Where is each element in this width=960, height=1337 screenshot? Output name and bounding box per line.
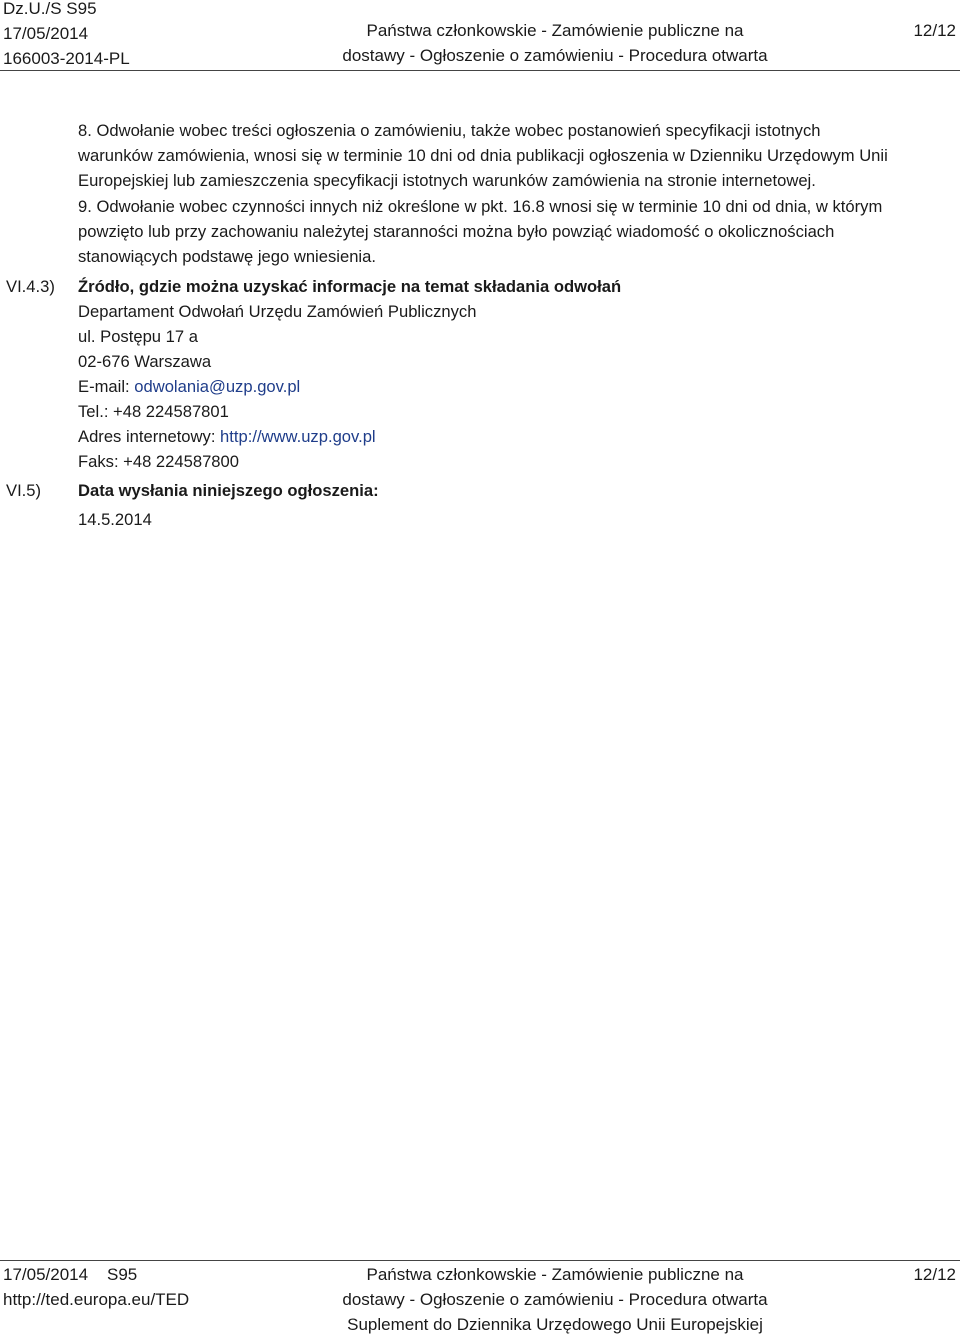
footer-title-line2: dostawy - Ogłoszenie o zamówieniu - Procedura otwarta (342, 1290, 768, 1309)
point-9-line: powzięto lub przy zachowaniu należytej staranności można było powziąć wiadomość o okolicznościach (78, 222, 835, 241)
footer-url: http://ted.europa.eu/TED (3, 1290, 190, 1309)
review-body-name: Departament Odwołań Urzędu Zamówień Publicznych (78, 302, 477, 321)
dispatch-date: 14.5.2014 (78, 510, 152, 529)
section-number-vi43: VI.4.3) (6, 277, 55, 296)
header-divider (0, 70, 960, 71)
review-body-web-row (78, 424, 948, 449)
section-vi5-heading: Data wysłania niniejszego ogłoszenia: (78, 481, 379, 500)
section-number-vi5: VI.5) (6, 481, 42, 500)
footer-title-line1: Państwa członkowskie - Zamówienie publiczne na (366, 1265, 744, 1284)
point-8-line: Europejskiej lub zamieszczenia specyfikacji istotnych warunków zamówienia na stronie internetowej. (78, 171, 816, 190)
review-body-city: 02-676 Warszawa (78, 352, 212, 371)
review-body-phone: Tel.: +48 224587801 (78, 402, 229, 421)
header-title (270, 18, 840, 68)
point-9-line: stanowiących podstawę jego wniesienia. (78, 247, 376, 266)
footer-title (270, 1262, 840, 1337)
notice-id: 166003-2014-PL (3, 49, 130, 68)
review-body-fax: Faks: +48 224587800 (78, 452, 239, 471)
footer-title-line3: Suplement do Dziennika Urzędowego Unii Europejskiej (347, 1315, 763, 1334)
footer-left (3, 1262, 189, 1312)
review-body-street: ul. Postępu 17 a (78, 327, 198, 346)
page-footer (0, 1262, 960, 1334)
web-link[interactable]: http://www.uzp.gov.pl (220, 427, 376, 446)
header-left (3, 0, 130, 71)
review-body-email-row (78, 374, 948, 399)
point-8-line: 8. Odwołanie wobec treści ogłoszenia o zamówieniu, także wobec postanowień specyfikacji istotnych (78, 121, 821, 140)
web-label: Adres internetowy: (78, 427, 221, 446)
email-label: E-mail: (78, 377, 135, 396)
point-8-line: warunków zamówienia, wnosi się w terminie 10 dni od dnia publikacji ogłoszenia w Dzienniku Urzędowym Unii (78, 146, 888, 165)
footer-date-issue: 17/05/2014 S95 (3, 1265, 138, 1284)
section-vi5 (78, 478, 948, 532)
point-9-line: 9. Odwołanie wobec czynności innych niż określone w pkt. 16.8 wnosi się w terminie 10 dni od dnia, w którym (78, 197, 883, 216)
point-8 (78, 118, 948, 193)
point-9 (78, 194, 948, 269)
header-date: 17/05/2014 (3, 24, 89, 43)
page-header (0, 0, 960, 70)
header-title-line2: dostawy - Ogłoszenie o zamówieniu - Procedura otwarta (342, 46, 768, 65)
journal-ref: Dz.U./S S95 (3, 0, 97, 18)
footer-page-number: 12/12 (913, 1265, 956, 1284)
email-link[interactable]: odwolania@uzp.gov.pl (134, 377, 301, 396)
header-page-number: 12/12 (913, 21, 956, 40)
section-vi43-heading: Źródło, gdzie można uzyskać informacje na temat składania odwołań (78, 277, 622, 296)
header-title-line1: Państwa członkowskie - Zamówienie publiczne na (366, 21, 744, 40)
footer-divider (0, 1260, 960, 1261)
section-vi43 (78, 274, 948, 474)
